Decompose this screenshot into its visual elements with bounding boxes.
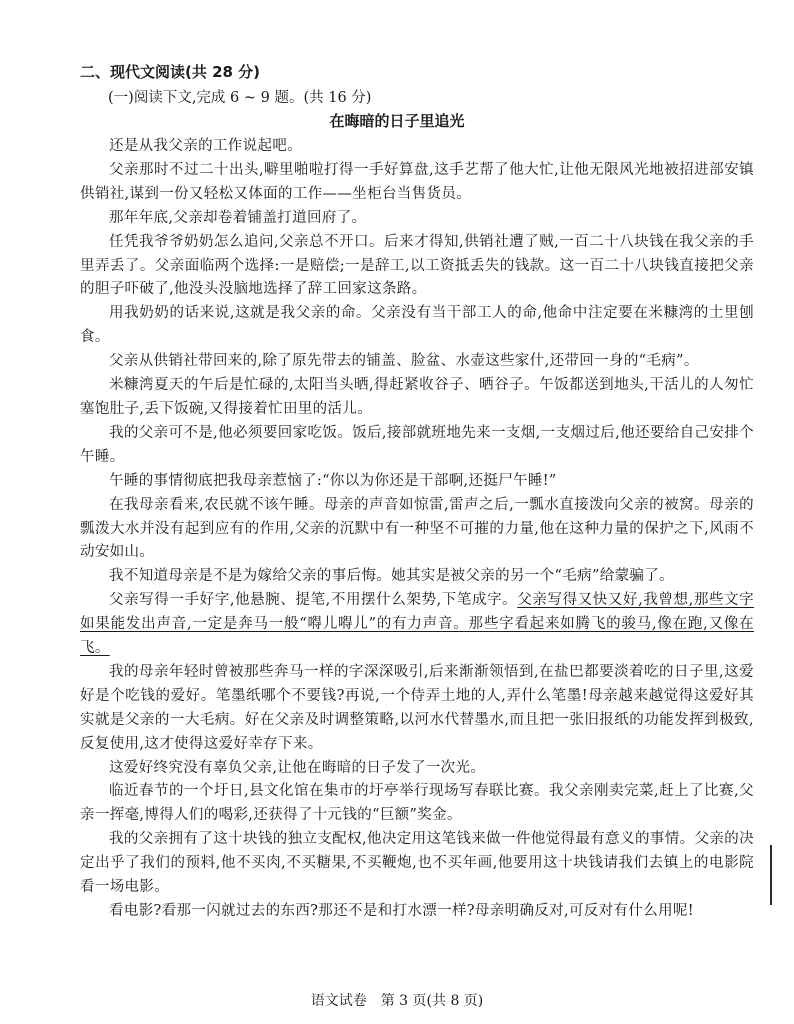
article-paragraph xyxy=(80,828,754,900)
article-paragraph xyxy=(80,374,754,422)
paragraph-text: 我的父亲拥有了这十块钱的独立支配权,他决定用这笔钱来做一件他觉得最有意义的事情。父亲的决定出乎了我们的预料,他不买肉,不买糖果,不买鞭炮,也不买年画,他要用这十块钱请我们去镇上的电影院看一场电影。 xyxy=(80,831,754,896)
article-body xyxy=(80,135,754,924)
article-paragraph xyxy=(80,207,754,231)
underlined-sentence: 父亲写得又快又好,我曾想,那些文字如果能发出声音,一定是奔马一般“嘚儿嘚儿”的有力声音。那些字看起来如腾飞的骏马,像在跑,又像在飞。 xyxy=(80,592,754,657)
article-paragraph xyxy=(80,350,754,374)
article-paragraph xyxy=(80,661,754,757)
article-paragraph xyxy=(80,589,754,661)
paragraph-text: 我的母亲年轻时曾被那些奔马一样的字深深吸引,后来渐渐领悟到,在盐巴都要淡着吃的日子里,这爱好是个吃钱的爱好。笔墨纸哪个不要钱?再说,一个侍弄土地的人,弄什么笔墨!母亲越来越觉得这爱好其实就是父亲的一大毛病。好在父亲及时调整策略,以河水代替墨水,而且把一张旧报纸的功能发挥到极致,反复使用,这才使得这爱好幸存下来。 xyxy=(80,663,754,752)
paragraph-text: 父亲从供销社带回来的,除了原先带去的铺盖、脸盆、水壶这些家什,还带回一身的“毛病”。 xyxy=(109,353,699,370)
paragraph-text: 午睡的事情彻底把我母亲惹恼了:“你以为你还是干部啊,还挺尸午睡!” xyxy=(109,472,557,489)
article-paragraph xyxy=(80,159,754,207)
paragraph-text: 父亲写得一手好字,他悬腕、提笔,不用摆什么架势,下笔成字。 xyxy=(109,592,518,609)
paragraph-text: 这爱好终究没有辜负父亲,让他在晦暗的日子发了一次光。 xyxy=(109,759,486,776)
article-paragraph xyxy=(80,231,754,303)
paragraph-text: 米糠湾夏天的午后是忙碌的,太阳当头晒,得赶紧收谷子、晒谷子。午饭都送到地头,干活儿的人匆忙塞饱肚子,丢下饭碗,又得接着忙田里的活儿。 xyxy=(80,377,754,417)
scan-mark xyxy=(770,845,772,905)
paragraph-text: 临近春节的一个圩日,县文化馆在集市的圩亭举行现场写春联比赛。我父亲刚卖完菜,赶上了比赛,父亲一挥毫,博得人们的喝彩,还获得了十元钱的“巨额”奖金。 xyxy=(80,783,754,824)
article-paragraph xyxy=(80,494,754,566)
page-footer: 语文试卷 第 3 页(共 8 页) xyxy=(310,993,484,1009)
article-paragraph xyxy=(80,565,754,589)
article-paragraph xyxy=(80,135,754,159)
section-heading: 二、现代文阅读(共 28 分) xyxy=(80,63,261,81)
paragraph-text: 看电影?看那一闪就过去的东西?那还不是和打水漂一样?母亲明确反对,可反对有什么用呢! xyxy=(109,903,694,919)
paragraph-text: 那年年底,父亲却卷着铺盖打道回府了。 xyxy=(109,209,367,226)
article-paragraph xyxy=(80,900,754,924)
paragraph-text: 任凭我爷爷奶奶怎么追问,父亲总不开口。后来才得知,供销社遭了贼,一百二十八块钱在我父亲的手里弄丢了。父亲面临两个选择:一是赔偿;一是辞工,以工资抵丢失的钱款。这一百二十八块钱直接把父亲的胆子吓破了,他没头没脑地选择了辞工回家这条路。 xyxy=(80,233,754,298)
paragraph-text: 我的父亲可不是,他必须要回家吃饭。饭后,接部就班地先来一支烟,一支烟过后,他还要给自己安排个午睡。 xyxy=(80,424,754,465)
question-instructions: (一)阅读下文,完成 6 ~ 9 题。(共 16 分) xyxy=(108,90,372,106)
article-paragraph xyxy=(80,422,754,470)
article-title: 在晦暗的日子里追光 xyxy=(329,112,465,130)
paragraph-text: 父亲那时不过二十出头,噼里啪啦打得一手好算盘,这手艺帮了他大忙,让他无限风光地被招进部安镇供销社,谋到一份又轻松又体面的工作——坐柜台当售货员。 xyxy=(80,161,754,202)
paragraph-text: 还是从我父亲的工作说起吧。 xyxy=(109,138,303,154)
paragraph-text: 在我母亲看来,农民就不该午睡。母亲的声音如惊雷,雷声之后,一瓢水直接泼向父亲的被窝。母亲的瓢泼大水并没有起到应有的作用,父亲的沉默中有一种坚不可摧的力量,他在这种力量的保护之下,风雨不动安如山。 xyxy=(80,496,754,561)
paragraph-text: 用我奶奶的话来说,这就是我父亲的命。父亲没有当干部工人的命,他命中注定要在米糠湾的土里刨食。 xyxy=(80,305,754,346)
article-paragraph xyxy=(80,470,754,494)
article-paragraph xyxy=(80,302,754,350)
article-paragraph xyxy=(80,780,754,828)
paragraph-text: 我不知道母亲是不是为嫁给父亲的事后悔。她其实是被父亲的另一个“毛病”给蒙骗了。 xyxy=(109,568,674,585)
article-paragraph xyxy=(80,757,754,781)
